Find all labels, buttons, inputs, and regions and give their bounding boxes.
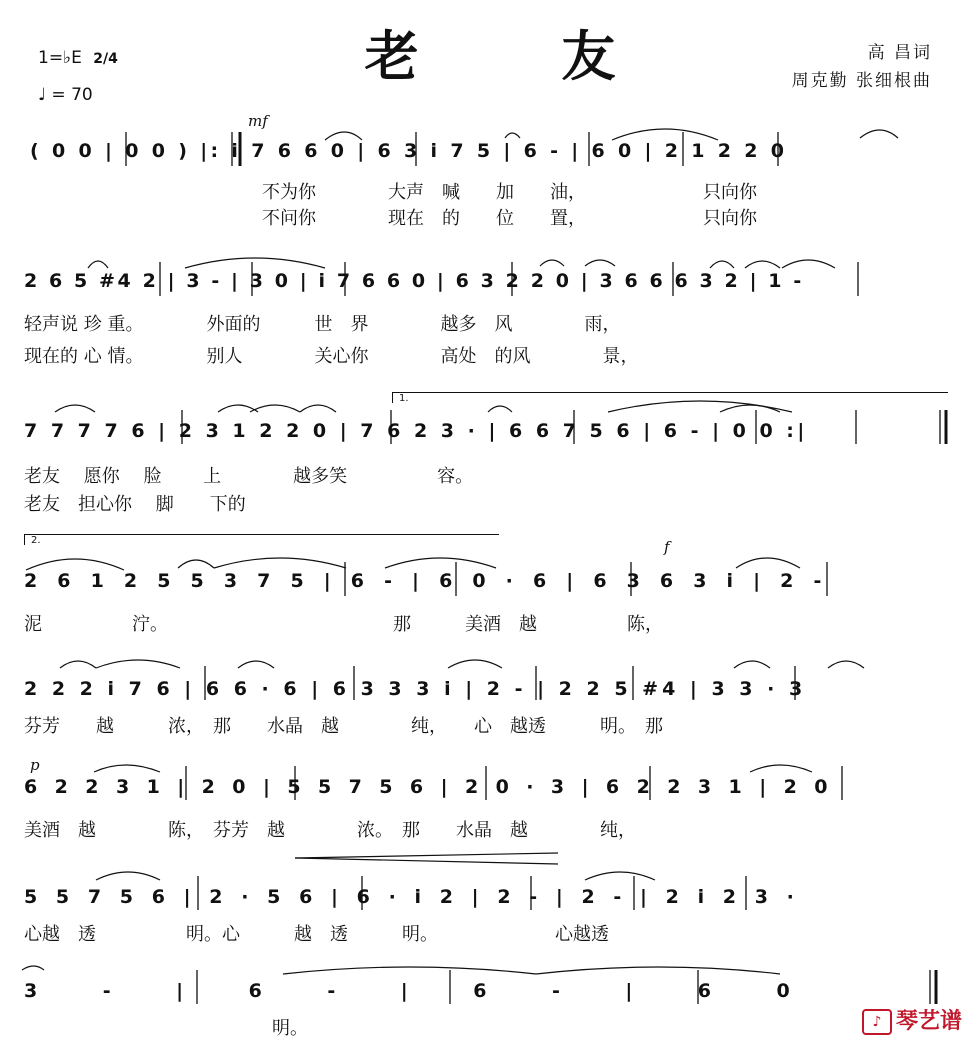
dynamic-p: p	[30, 756, 40, 774]
slur	[94, 765, 160, 772]
notes-line-4: 2 6 1 2 5 5 3 7 5 | 6 - | 6 0 · 6 | 6 3 6 3 i | 2 -	[24, 570, 829, 592]
logo-icon: ♪	[862, 1009, 892, 1035]
slur	[55, 405, 95, 412]
slur	[505, 133, 520, 138]
tempo-mark: ♩ = 70	[38, 85, 93, 105]
notes-line-2: 2 6 5 #4 2 | 3 - | 3 0 | i 7 6 6 0 | 6 3 2 2 0 | 3 6 6 6 3 2 | 1 -	[24, 270, 804, 292]
slur	[488, 406, 512, 412]
slur	[745, 261, 780, 268]
lyrics-line-4: 泥 泞。 那 美酒 越 陈，	[24, 614, 663, 635]
slur	[782, 260, 835, 268]
lyricist: 高 昌词	[867, 43, 932, 63]
slur	[283, 967, 536, 974]
slur	[734, 661, 770, 668]
lyrics-line-8: 明。	[272, 1018, 308, 1039]
slur	[536, 967, 780, 974]
lyrics-line-2b: 现在的 心 情。 别人 关心你 高处 的风 景，	[24, 346, 639, 367]
slur	[860, 130, 898, 138]
slur	[612, 129, 718, 140]
slur	[295, 858, 558, 864]
notes-line-1: ( 0 0 | 0 0 ) |: i 7 6 6 0 | 6 3 i 7 5 | 6 - | 6 0 | 2 1 2 2 0	[30, 140, 788, 162]
second-ending-label: 2.	[31, 535, 41, 546]
lyrics-line-3b: 老友 担心你 脚 下的	[24, 494, 246, 515]
slur	[214, 558, 346, 568]
notes-line-5: 2 2 2 i 7 6 | 6 6 · 6 | 6 3 3 3 i | 2 - | 2 2 5 #4 | 3 3 · 3	[24, 678, 807, 700]
lyrics-line-6: 美酒 越 陈， 芬芳 越 浓。 那 水晶 越 纯，	[24, 820, 636, 841]
lyrics-line-2a: 轻声说 珍 重。 外面的 世 界 越多 风 雨，	[24, 314, 621, 335]
notes-line-8: 3 - | 6 - | 6 - | 6 0	[24, 980, 820, 1002]
slur	[828, 661, 864, 668]
song-title: 老 友	[364, 24, 678, 88]
slur	[178, 560, 214, 568]
slur	[448, 660, 502, 668]
slur	[750, 765, 812, 772]
lyrics-line-5: 芬芳 越 浓， 那 水晶 越 纯， 心 越透 明。 那	[24, 716, 663, 737]
notes-line-7: 5 5 7 5 6 | 2 · 5 6 | 6 · i 2 | 2 - | 2 - | 2 i 2 3 ·	[24, 886, 800, 908]
slur	[96, 872, 160, 880]
slur	[585, 260, 615, 266]
slur	[710, 261, 734, 268]
slur	[720, 405, 780, 412]
slur	[540, 260, 564, 266]
slur	[736, 558, 800, 568]
dynamic-mf: mf	[248, 112, 268, 130]
site-logo-text: 琴艺谱	[895, 1009, 962, 1034]
slur	[60, 661, 96, 668]
slur	[585, 872, 655, 880]
slur	[295, 853, 558, 858]
lyrics-line-7: 心越 透 明。心 越 透 明。 心越透	[24, 924, 609, 945]
slur	[385, 558, 496, 568]
slur	[96, 660, 180, 668]
slur	[238, 661, 274, 668]
slur	[325, 132, 362, 140]
composer: 周克勤 张细根曲	[791, 71, 932, 91]
slur	[185, 258, 325, 268]
notes-line-6: 6 2 2 3 1 | 2 0 | 5 5 7 5 6 | 2 0 · 3 | 6 2 2 3 1 | 2 0	[24, 776, 833, 798]
slur	[88, 261, 108, 268]
lyrics-line-1a: 不为你 大声 喊 加 油， 只向你	[262, 182, 757, 203]
slur	[300, 405, 336, 412]
key-signature-text: 1=♭E	[38, 48, 82, 68]
notes-line-3: 7 7 7 7 6 | 2 3 1 2 2 0 | 7 6 2 3 · | 6 6 7 5 6 | 6 - | 0 0 :|	[24, 420, 808, 442]
time-signature: 2/4	[93, 51, 118, 67]
dynamic-f: f	[664, 538, 670, 556]
slur	[26, 559, 124, 570]
first-ending-label: 1.	[399, 393, 409, 404]
slur	[22, 966, 44, 970]
lyrics-line-3a: 老友 愿你 脸 上 越多笑 容。	[24, 466, 474, 487]
lyrics-line-1b: 不问你 现在 的 位 置， 只向你	[262, 208, 757, 229]
site-logo	[862, 1004, 962, 1035]
